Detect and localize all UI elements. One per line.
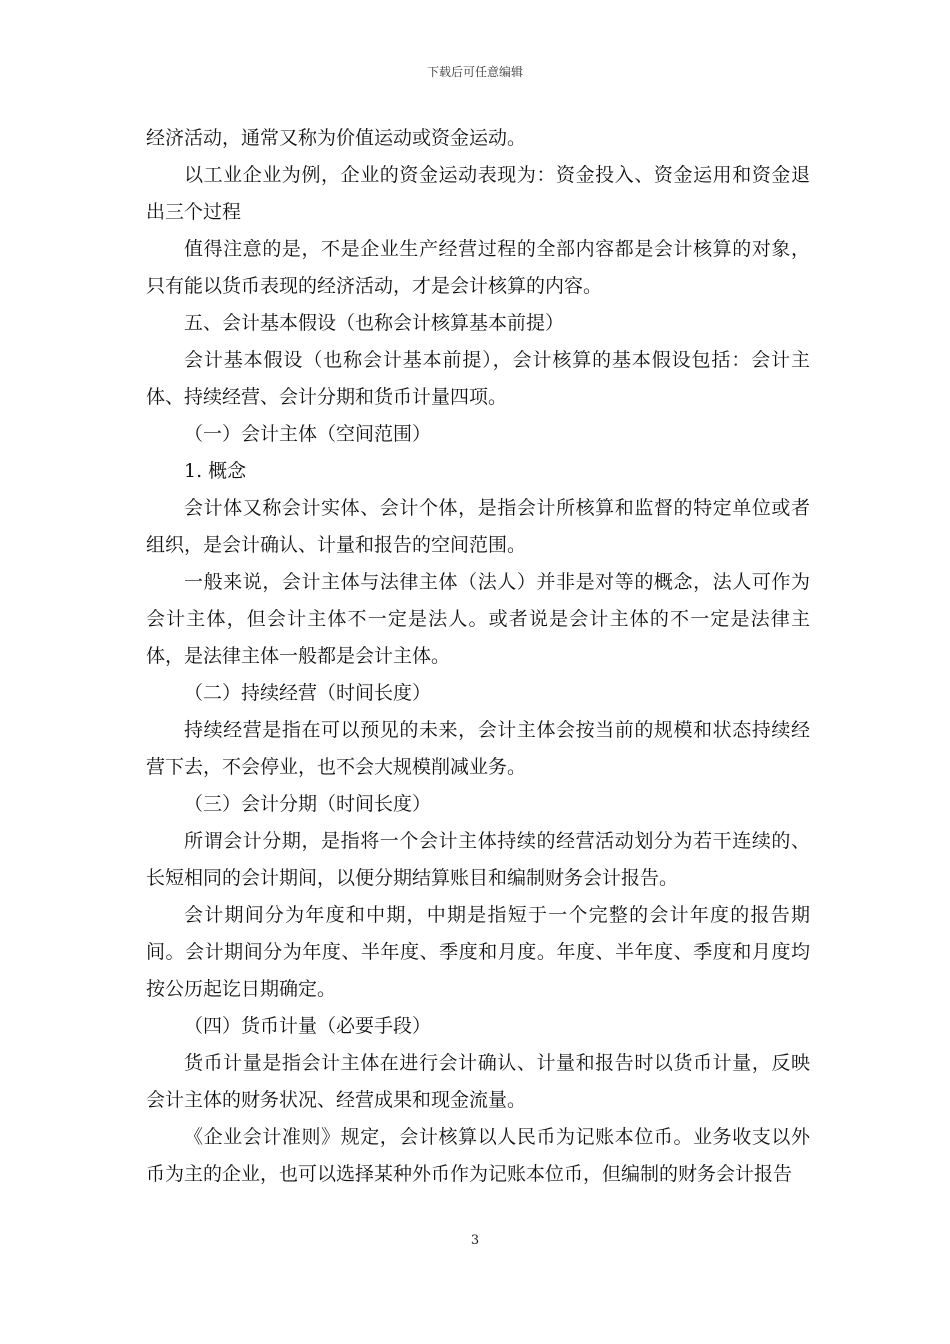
paragraph: 一般来说，会计主体与法律主体（法人）并非是对等的概念，法人可作为会计主体，但会计主体不一定是法人。或者说是会计主体的不一定是法律主体，是法律主体一般都是会计主体。: [146, 571, 810, 667]
subsection-heading: （二）持续经营（时间长度）: [184, 682, 432, 704]
paragraph: 会计期间分为年度和中期，中期是指短于一个完整的会计年度的报告期间。会计期间分为年度、半年度、季度和月度。年度、半年度、季度和月度均按公历起讫日期确定。: [146, 904, 810, 1000]
item-heading: 1. 概念: [184, 460, 247, 482]
paragraph: 持续经营是指在可以预见的未来，会计主体会按当前的规模和状态持续经营下去，不会停业，也不会大规模削减业务。: [146, 719, 810, 778]
paragraph: 值得注意的是，不是企业生产经营过程的全部内容都是会计核算的对象，只有能以货币表现的经济活动，才是会计核算的内容。: [146, 238, 810, 297]
paragraph: 会计体又称会计实体、会计个体，是指会计所核算和监督的特定单位或者组织，是会计确认、计量和报告的空间范围。: [146, 497, 810, 556]
header-text: 下载后可任意编辑: [426, 65, 523, 79]
paragraph: 《企业会计准则》规定，会计核算以人民币为记账本位币。业务收支以外币为主的企业，也可以选择某种外币作为记账本位币，但编制的财务会计报告: [146, 1126, 810, 1185]
subsection-heading: （三）会计分期（时间长度）: [184, 793, 432, 815]
document-body: [146, 120, 810, 1193]
paragraph: 货币计量是指会计主体在进行会计确认、计量和报告时以货币计量，反映会计主体的财务状况、经营成果和现金流量。: [146, 1052, 810, 1111]
subsection-heading: （四）货币计量（必要手段）: [184, 1015, 432, 1037]
page-header: [0, 64, 950, 80]
paragraph: 经济活动，通常又称为价值运动或资金运动。: [146, 127, 527, 149]
paragraph: 以工业企业为例，企业的资金运动表现为：资金投入、资金运用和资金退出三个过程: [146, 164, 810, 223]
page-footer: [0, 1233, 950, 1249]
paragraph: 会计基本假设（也称会计基本前提），会计核算的基本假设包括：会计主体、持续经营、会计分期和货币计量四项。: [146, 349, 810, 408]
section-heading: 五、会计基本假设（也称会计核算基本前提）: [184, 312, 565, 334]
subsection-heading: （一）会计主体（空间范围）: [184, 423, 432, 445]
page-number: 3: [470, 1233, 480, 1248]
paragraph: 所谓会计分期，是指将一个会计主体持续的经营活动划分为若干连续的、长短相同的会计期间，以便分期结算账目和编制财务会计报告。: [146, 830, 810, 889]
